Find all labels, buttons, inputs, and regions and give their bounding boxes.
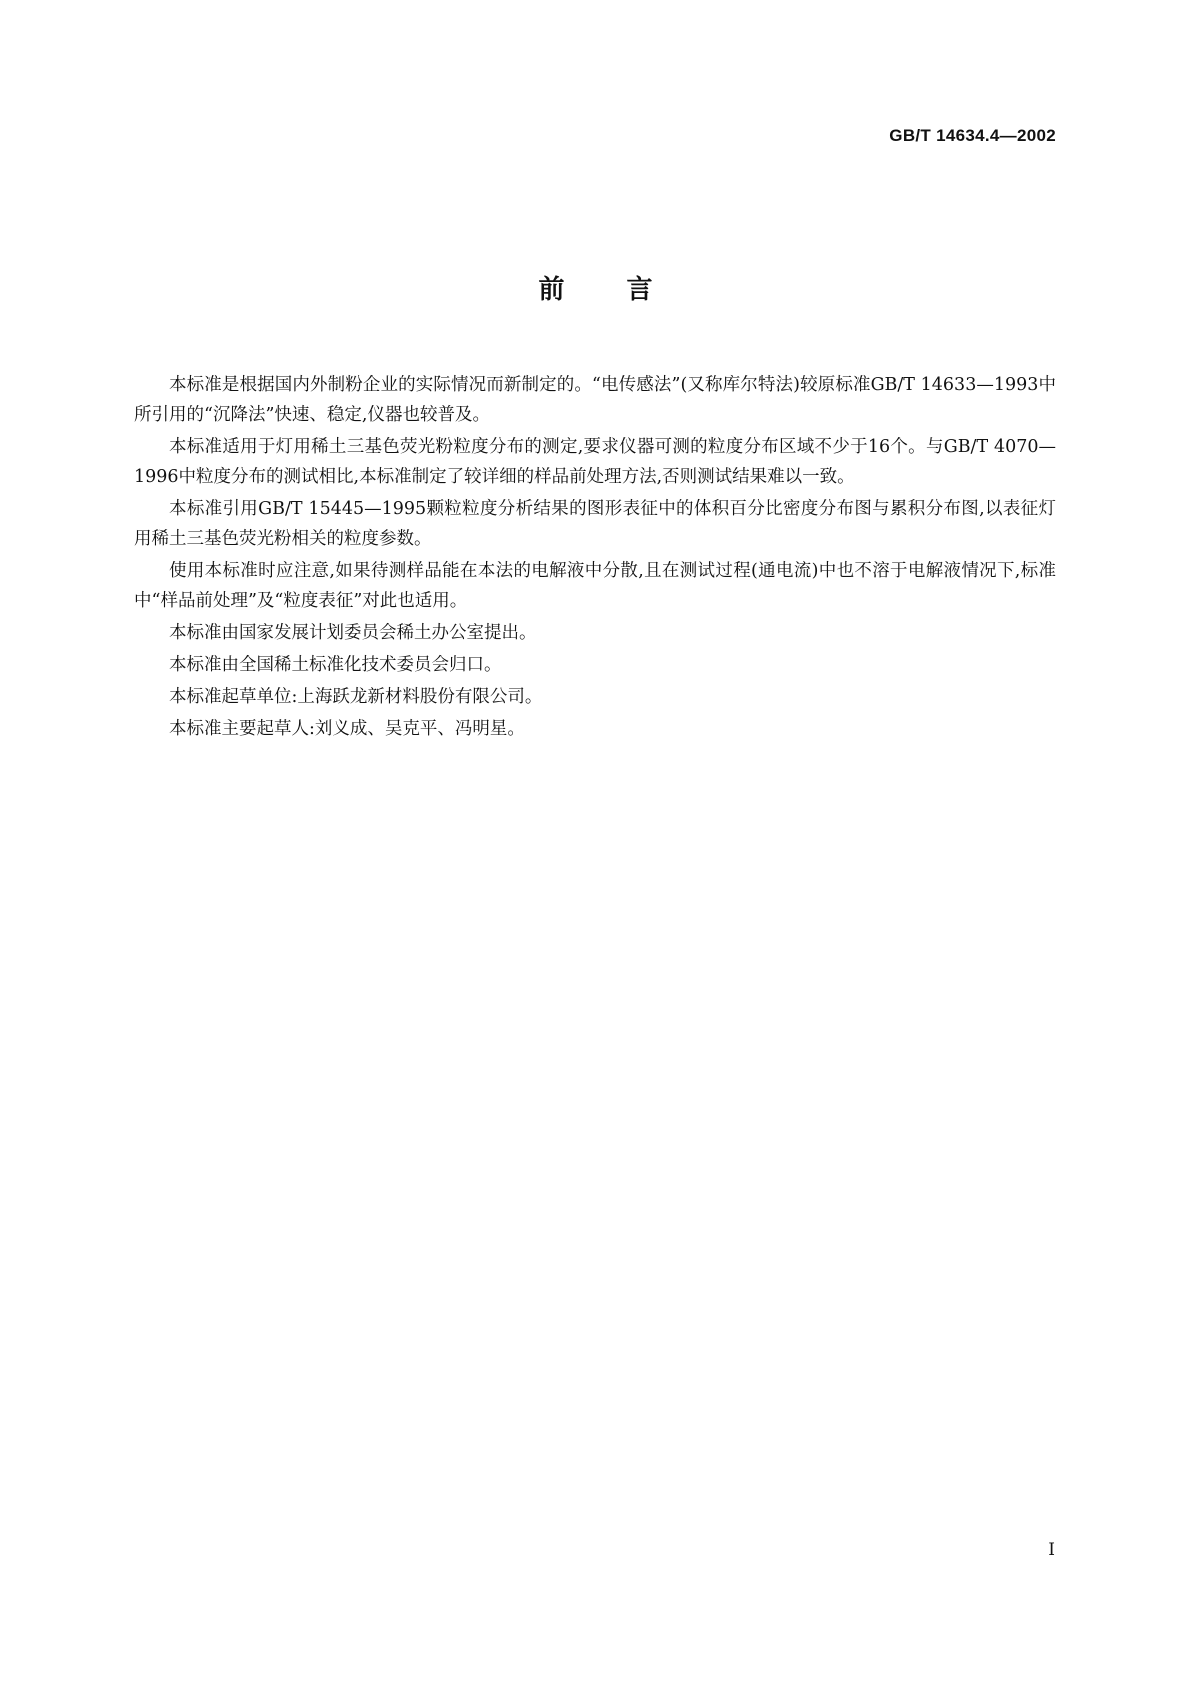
paragraph-3: 本标准引用GB/T 15445—1995颗粒粒度分析结果的图形表征中的体积百分比密度分布图与累积分布图,以表征灯用稀土三基色荧光粉相关的粒度参数。 bbox=[134, 499, 1056, 549]
paragraph-7: 本标准起草单位:上海跃龙新材料股份有限公司。 bbox=[169, 687, 543, 707]
paragraph-8: 本标准主要起草人:刘义成、吴克平、冯明星。 bbox=[169, 719, 525, 739]
paragraph-1: 本标准是根据国内外制粉企业的实际情况而新制定的。“电传感法”(又称库尔特法)较原标准GB/T 14633—1993中所引用的“沉降法”快速、稳定,仪器也较普及。 bbox=[134, 375, 1056, 425]
page-number: I bbox=[1048, 1540, 1055, 1560]
page-title: 前言 bbox=[538, 275, 715, 305]
foreword-body bbox=[134, 370, 1056, 746]
paragraph-2: 本标准适用于灯用稀土三基色荧光粉粒度分布的测定,要求仪器可测的粒度分布区域不少于16个。与GB/T 4070—1996中粒度分布的测试相比,本标准制定了较详细的样品前处理方法,否则测试结果难以一致。 bbox=[134, 437, 1056, 487]
paragraph-6: 本标准由全国稀土标准化技术委员会归口。 bbox=[169, 655, 502, 675]
paragraph-5: 本标准由国家发展计划委员会稀土办公室提出。 bbox=[169, 623, 537, 643]
paragraph-4: 使用本标准时应注意,如果待测样品能在本法的电解液中分散,且在测试过程(通电流)中也不溶于电解液情况下,标准中“样品前处理”及“粒度表征”对此也适用。 bbox=[134, 561, 1056, 611]
standard-code: GB/T 14634.4—2002 bbox=[889, 126, 1056, 145]
